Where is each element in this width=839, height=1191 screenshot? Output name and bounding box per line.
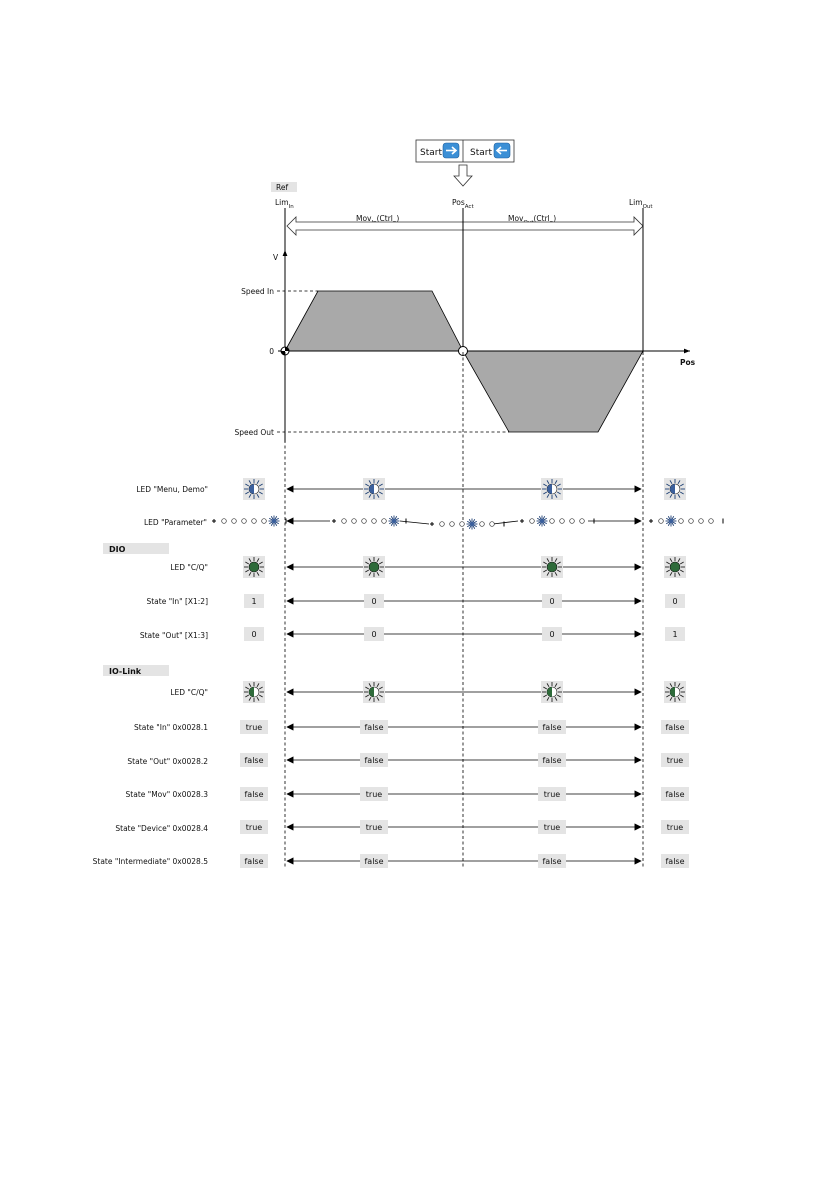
dio-out-value-1 — [364, 627, 384, 641]
start-buttons-panel — [416, 140, 514, 186]
io-int-value-0 — [240, 854, 268, 868]
io-dev-value-3 — [661, 820, 689, 834]
led-menu-demo-1 — [363, 478, 385, 500]
label-dio-in: State "In" [X1:2] — [146, 597, 208, 606]
io-in-value-2-text: false — [542, 723, 562, 732]
start-in-label: Start — [420, 148, 442, 158]
io-mov-value-2 — [538, 787, 566, 801]
dio-in-value-0-text: 1 — [251, 597, 257, 606]
dio-out-value-3-text: 1 — [672, 630, 678, 639]
io-mov-value-0-text: false — [244, 790, 264, 799]
dio-in-value-3-text: 0 — [672, 597, 678, 606]
io-int-value-2 — [538, 854, 566, 868]
velocity-graph — [235, 250, 696, 442]
label-dio-out: State "Out" [X1:3] — [139, 631, 208, 640]
io-dev-value-2-text: true — [543, 823, 561, 832]
dio-out-value-2-text: 0 — [549, 630, 555, 639]
io-int-value-0-text: false — [244, 857, 264, 866]
io-dev-value-3-text: true — [666, 823, 684, 832]
led-menu-demo-3 — [664, 478, 686, 500]
io-in-value-2 — [538, 720, 566, 734]
io-dev-value-0-text: true — [245, 823, 263, 832]
io-dev-value-1-text: true — [365, 823, 383, 832]
io-in-value-3 — [661, 720, 689, 734]
mov-in-label: Mov (Ctrl ) — [356, 214, 400, 223]
speed-in-label: Speed In — [241, 287, 274, 296]
io-dev-value-1 — [360, 820, 388, 834]
io-int-value-1-text: false — [364, 857, 384, 866]
start-out-button[interactable] — [494, 143, 510, 158]
dio-in-value-2-text: 0 — [549, 597, 555, 606]
label-dio-led: LED "C/Q" — [170, 563, 208, 572]
param-dots-mov-out — [520, 516, 594, 527]
led-menu-demo-2 — [541, 478, 563, 500]
io-in-value-0 — [240, 720, 268, 734]
mov-out-label: Mov (Ctrl ) — [508, 214, 557, 223]
dio-in-value-3 — [665, 594, 685, 608]
iolink-header: IO-Link — [109, 667, 142, 676]
label-io-in: State "In" 0x0028.1 — [134, 723, 208, 732]
zero-label: 0 — [269, 347, 274, 356]
dio-out-value-3 — [665, 627, 685, 641]
ref-label: Ref — [276, 183, 289, 192]
dio-in-value-1 — [364, 594, 384, 608]
row-arrows — [287, 489, 641, 861]
label-io-mov: State "Mov" 0x0028.3 — [125, 790, 208, 799]
io-in-value-1 — [360, 720, 388, 734]
dio-out-value-2 — [542, 627, 562, 641]
io-mov-value-3 — [661, 787, 689, 801]
io-mov-value-0 — [240, 787, 268, 801]
io-out-value-3 — [661, 753, 689, 767]
io-out-value-2 — [538, 753, 566, 767]
dio-out-value-0 — [244, 627, 264, 641]
led-menu-demo-0 — [243, 478, 265, 500]
state-indicators — [212, 478, 723, 868]
io-in-value-3-text: false — [665, 723, 685, 732]
label-io-intermediate: State "Intermediate" 0x0028.5 — [92, 857, 208, 866]
start-out-label: Start — [470, 148, 492, 158]
dio-out-value-1-text: 0 — [371, 630, 377, 639]
io-out-value-2-text: false — [542, 756, 562, 765]
io-out-value-1-text: false — [364, 756, 384, 765]
dio-led-cq-3 — [664, 556, 686, 578]
label-led-parameter: LED "Parameter" — [144, 518, 207, 527]
io-out-value-0 — [240, 753, 268, 767]
v-axis-label: V — [273, 253, 279, 262]
io-int-value-2-text: false — [542, 857, 562, 866]
lim-in-label: Lim$_{In}$ — [275, 198, 294, 210]
dio-in-value-1-text: 0 — [371, 597, 377, 606]
io-int-value-3 — [661, 854, 689, 868]
io-mov-value-1-text: true — [365, 790, 383, 799]
param-dots-mov-in — [332, 516, 406, 527]
label-io-out: State "Out" 0x0028.2 — [127, 757, 208, 766]
label-led-menu: LED "Menu, Demo" — [136, 485, 208, 494]
io-led-cq-2 — [541, 681, 563, 703]
dio-out-value-0-text: 0 — [251, 630, 257, 639]
io-in-value-0-text: true — [245, 723, 263, 732]
dio-led-cq-0 — [243, 556, 265, 578]
label-io-device: State "Device" 0x0028.4 — [115, 824, 208, 833]
io-out-value-3-text: true — [666, 756, 684, 765]
io-dev-value-2 — [538, 820, 566, 834]
speed-out-area — [463, 351, 643, 432]
dio-in-value-0 — [244, 594, 264, 608]
speed-out-label: Speed Out — [234, 428, 274, 437]
param-dots-pos-act — [430, 519, 504, 530]
start-in-button[interactable] — [443, 143, 459, 158]
io-int-value-1 — [360, 854, 388, 868]
io-led-cq-1 — [363, 681, 385, 703]
position-labels — [271, 182, 653, 226]
io-dev-value-0 — [240, 820, 268, 834]
movement-range-arrow — [287, 217, 643, 235]
param-dots-lim-in — [212, 516, 286, 527]
down-hollow-arrow-icon — [454, 165, 472, 186]
dio-led-cq-2 — [541, 556, 563, 578]
pos-axis-label: Pos — [680, 358, 696, 367]
io-led-cq-0 — [243, 681, 265, 703]
param-dots-lim-out — [649, 516, 723, 527]
pos-act-label: Pos$_{Act}$ — [452, 198, 474, 210]
dio-led-cq-1 — [363, 556, 385, 578]
speed-in-area — [285, 291, 463, 351]
io-led-cq-3 — [664, 681, 686, 703]
lim-out-label: Lim$_{Out}$ — [629, 198, 653, 210]
io-out-value-0-text: false — [244, 756, 264, 765]
label-io-led: LED "C/Q" — [170, 688, 208, 697]
dio-in-value-2 — [542, 594, 562, 608]
io-int-value-3-text: false — [665, 857, 685, 866]
io-mov-value-2-text: true — [543, 790, 561, 799]
io-mov-value-1 — [360, 787, 388, 801]
io-out-value-1 — [360, 753, 388, 767]
io-mov-value-3-text: false — [665, 790, 685, 799]
dio-header: DIO — [109, 545, 126, 554]
io-in-value-1-text: false — [364, 723, 384, 732]
